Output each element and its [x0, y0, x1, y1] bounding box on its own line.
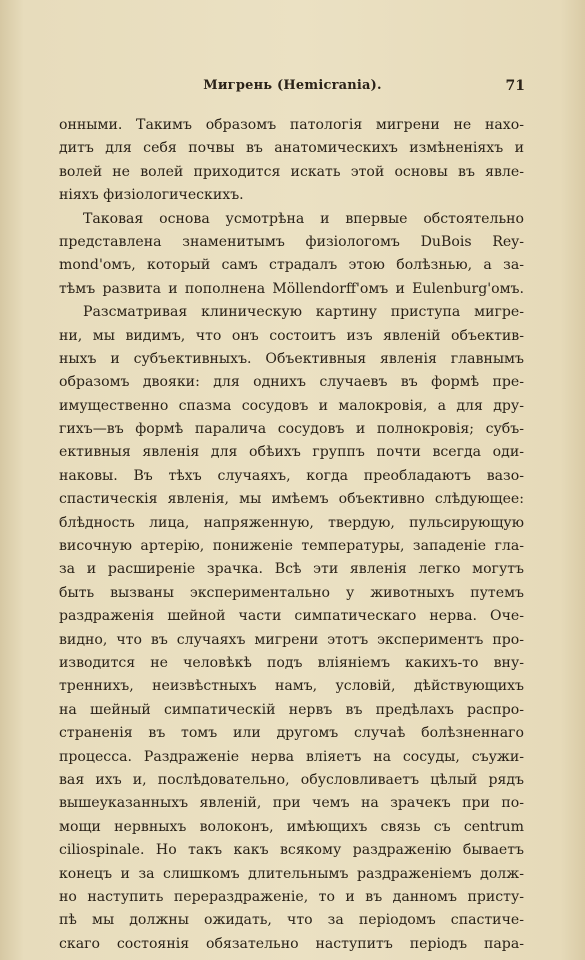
text-line: представлена знаменитымъ физіологомъ DuBois Rey- — [59, 233, 524, 250]
text-line: на шейный симпатическій нервъ въ предѣлахъ распро- — [59, 701, 524, 718]
text-line: процесса. Раздраженіе нерва вліяетъ на сосуды, съужи- — [59, 748, 524, 765]
text-line: мощи нервныхъ волоконъ, имѣющихъ связь съ centrum — [59, 818, 524, 835]
text-line: онными. Такимъ образомъ патологія мигрени не нахо- — [59, 117, 524, 133]
text-line: блѣдность лица, напряженную, твердую, пульсирующую — [59, 514, 524, 531]
running-title: Мигрень (Hemicrania). — [203, 78, 382, 93]
text-line: волей не волей приходится искать этой основы въ явле- — [59, 163, 524, 180]
text-line: скаго состоянія обязательно наступитъ періодъ пара- — [59, 935, 524, 952]
text-line: треннихъ, неизвѣстныхъ намъ, условій, дѣйствующихъ — [59, 678, 524, 695]
page-number: 71 — [505, 78, 525, 94]
text-line: пѣ мы должны ожидать, что за періодомъ спастиче- — [59, 912, 524, 929]
text-line: спастическія явленія, мы имѣемъ объективно слѣдующее: — [59, 491, 524, 508]
text-line: ныхъ и субъективныхъ. Объективныя явленія главнымъ — [59, 350, 524, 367]
text-line: страненія въ томъ или другомъ случаѣ болѣзненнаго — [59, 725, 524, 742]
text-line: тѣмъ развита и пополнена Möllendorff'омъ и Eulenburg'омъ. — [59, 280, 524, 297]
page-header — [60, 78, 525, 100]
text-line: гихъ—въ формѣ паралича сосудовъ и полнокровія; субъ- — [59, 421, 524, 438]
text-line: быть вызваны экспериментально у животныхъ путемъ — [59, 584, 524, 601]
text-line: Таковая основа усмотрѣна и впервые обстоятельно — [83, 210, 524, 227]
text-line: образомъ двояки: для однихъ случаевъ въ формѣ пре- — [59, 374, 524, 391]
text-line: конецъ и за слишкомъ длительнымъ раздраженіемъ долж- — [59, 865, 524, 882]
text-line: mond'омъ, который самъ страдалъ этою болѣзнью, а за- — [59, 257, 524, 274]
body-text — [59, 114, 524, 956]
text-line: ективныя явленія для обѣихъ группъ почти всегда оди- — [59, 444, 524, 461]
text-line: Разсматривая клиническую картину приступа мигре- — [83, 304, 524, 321]
text-line: за и расширеніе зрачка. Всѣ эти явленія легко могутъ — [59, 561, 524, 578]
text-line: ніяхъ физіологическихъ. — [59, 187, 244, 204]
text-line: но наступить перераздраженіе, то и въ данномъ присту- — [59, 888, 524, 905]
text-line: дитъ для себя почвы въ анатомическихъ измѣненіяхъ и — [59, 140, 524, 157]
text-line: ciliospinale. Но такъ какъ всякому раздраженію бываетъ — [59, 842, 524, 859]
text-line: раздраженія шейной части симпатическаго нерва. Оче- — [59, 608, 524, 625]
text-line: имущественно спазма сосудовъ и малокровія, а для дру- — [59, 397, 524, 414]
text-line: вышеуказанныхъ явленій, при чемъ на зрачекъ при по- — [59, 795, 524, 812]
text-line: ни, мы видимъ, что онъ состоитъ изъ явленій объектив- — [59, 327, 524, 344]
text-line: вая ихъ и, послѣдовательно, обусловливаетъ цѣлый рядъ — [59, 771, 524, 788]
text-line: наковы. Въ тѣхъ случаяхъ, когда преобладаютъ вазо- — [59, 467, 524, 484]
text-line: видно, что въ случаяхъ мигрени этотъ экспериментъ про- — [59, 631, 524, 648]
text-line: изводится не человѣкѣ подъ вліяніемъ какихъ-то вну- — [59, 654, 524, 671]
text-line: височную артерію, пониженіе температуры, западеніе гла- — [59, 538, 524, 555]
